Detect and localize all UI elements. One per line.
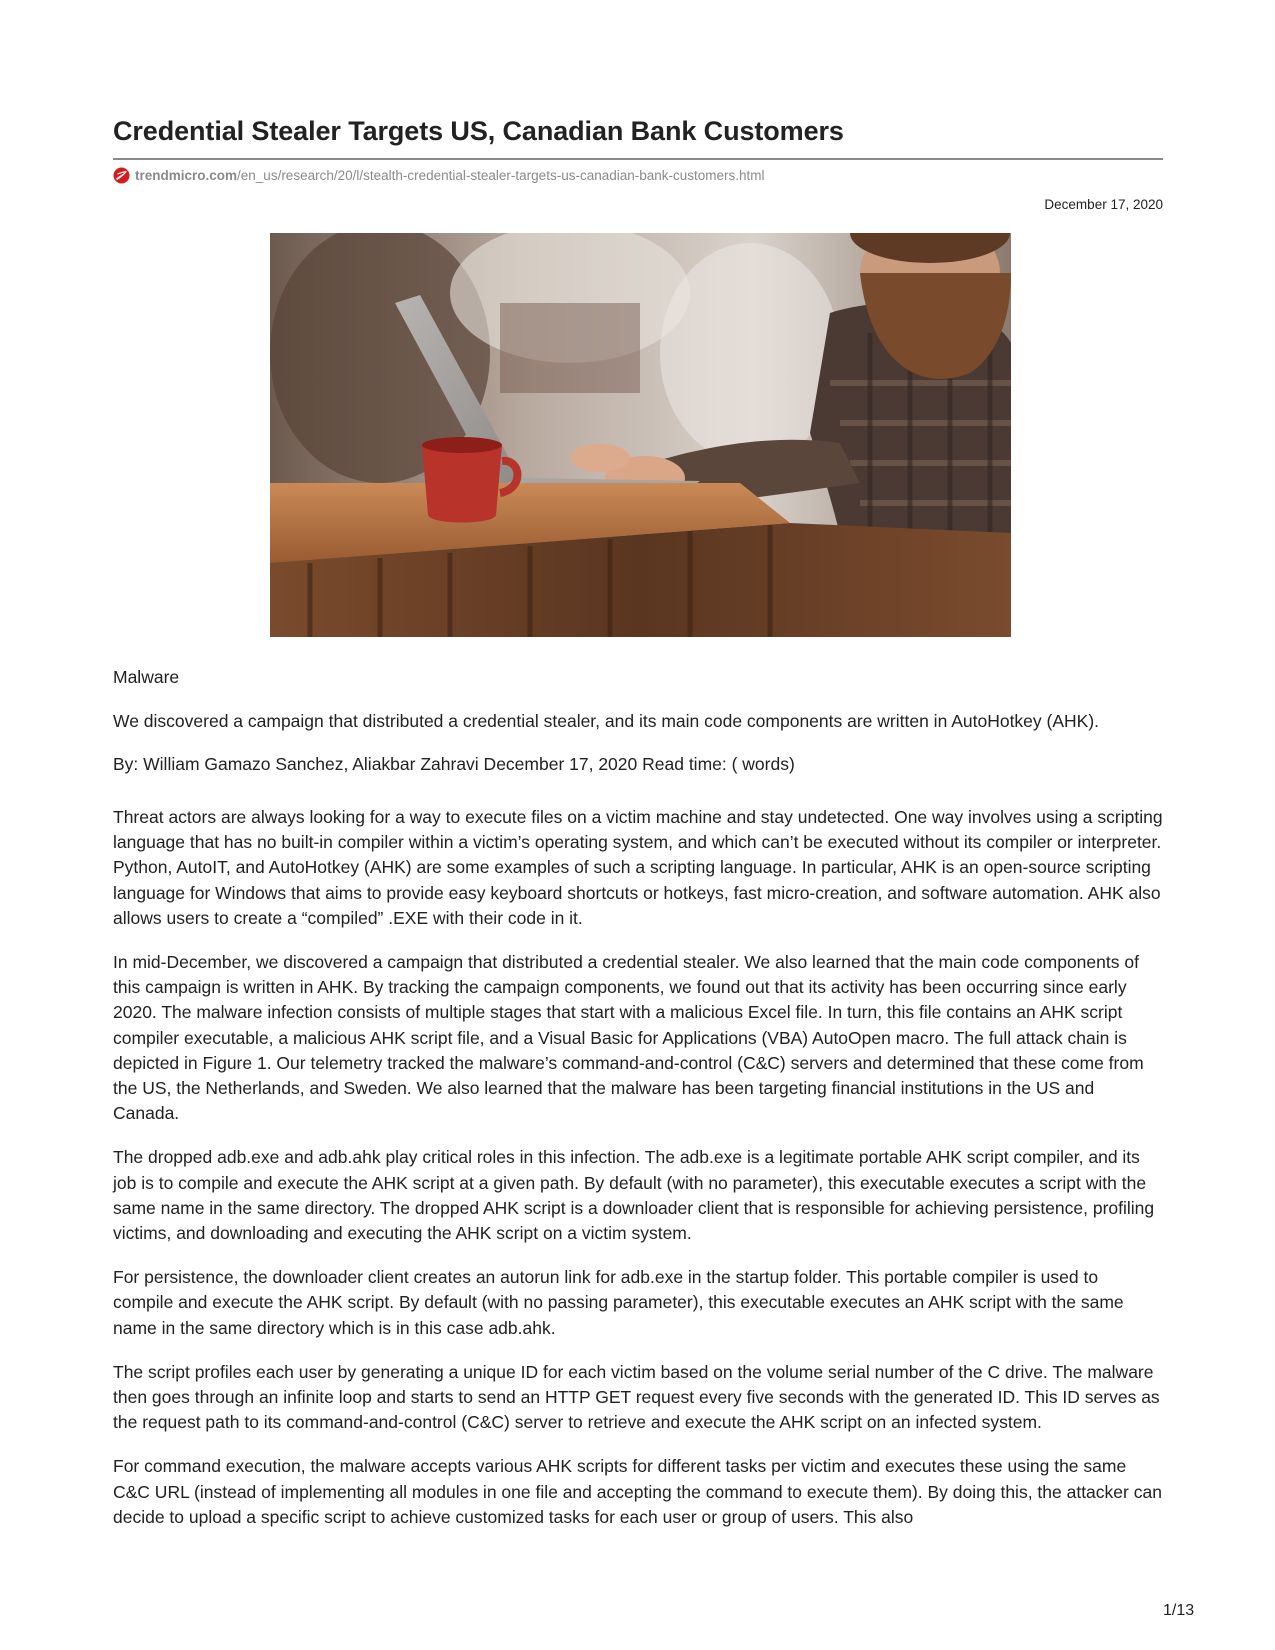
source-path: /en_us/research/20/l/stealth-credential-stealer-targets-us-canadian-bank-customers.html bbox=[237, 168, 765, 183]
article-lede: We discovered a campaign that distributed a credential stealer, and its main code components are written in AutoHotkey (AHK). bbox=[113, 711, 1100, 731]
body-paragraph: Threat actors are always looking for a way to execute files on a victim machine and stay undetected. One way involves using a scripting language that has no built-in compiler within a victim’s operating system, and which can’t be executed without its compiler or interpreter. Python, AutoIT, and AutoHotkey (AHK) are some examples of such a scripting language. In particular, AHK is an open-source scripting language for Windows that aims to provide easy keyboard shortcuts or hotkeys, fast micro-creation, and software automation. AHK also allows users to create a “compiled” .EXE with their code in it. bbox=[113, 807, 1163, 928]
article-category: Malware bbox=[113, 667, 180, 687]
article-body bbox=[113, 805, 1163, 1549]
source-domain: trendmicro.com bbox=[135, 168, 238, 183]
source-url[interactable] bbox=[113, 167, 765, 184]
body-paragraph: The dropped adb.exe and adb.ahk play critical roles in this infection. The adb.exe is a legitimate portable AHK script compiler, and its job is to compile and execute the AHK script at a given path. By default (with no parameter), this executable executes a script with the same name in the same directory. The dropped AHK script is a downloader client that is responsible for achieving persistence, profiling victims, and downloading and executing the AHK script on a victim system. bbox=[113, 1147, 1155, 1244]
article-title: Credential Stealer Targets US, Canadian Bank Customers bbox=[113, 116, 844, 146]
body-paragraph: The script profiles each user by generating a unique ID for each victim based on the volume serial number of the C drive. The malware then goes through an infinite loop and starts to send an HTTP GET request every five seconds with the generated ID. This ID serves as the request path to its command-and-control (C&C) server to retrieve and execute the AHK script on an infected system. bbox=[113, 1361, 1160, 1433]
body-paragraph: For persistence, the downloader client creates an autorun link for adb.exe in the startup folder. This portable compiler is used to compile and execute the AHK script. By default (with no passing parameter), this executable executes an AHK script with the same name in the same directory which is in this case adb.ahk. bbox=[113, 1267, 1124, 1338]
title-divider bbox=[113, 158, 1163, 160]
body-paragraph: For command execution, the malware accepts various AHK scripts for different tasks per victim and executes these using the same C&C URL (instead of implementing all modules in one file and accepting the command to execute them). By doing this, the attacker can decide to upload a specific script to achieve customized tasks for each user or group of users. This also bbox=[113, 1456, 1162, 1527]
article-byline: By: William Gamazo Sanchez, Aliakbar Zahravi December 17, 2020 Read time: ( words) bbox=[113, 754, 795, 774]
trendmicro-logo-icon bbox=[113, 167, 130, 184]
body-paragraph: In mid-December, we discovered a campaign that distributed a credential stealer. We also learned that the main code components of this campaign is written in AHK. By tracking the campaign components, we found out that its activity has been occurring since early 2020. The malware infection consists of multiple stages that start with a malicious Excel file. In turn, this file contains an AHK script compiler executable, a malicious AHK script file, and a Visual Basic for Applications (VBA) AutoOpen macro. The full attack chain is depicted in Figure 1. Our telemetry tracked the malware’s command-and-control (C&C) servers and determined that these come from the US, the Netherlands, and Sweden. We also learned that the malware has been targeting financial institutions in the US and Canada. bbox=[113, 952, 1144, 1124]
page-number: 1/13 bbox=[1163, 1602, 1195, 1619]
hero-image bbox=[270, 233, 1011, 637]
publish-date: December 17, 2020 bbox=[1044, 197, 1163, 212]
